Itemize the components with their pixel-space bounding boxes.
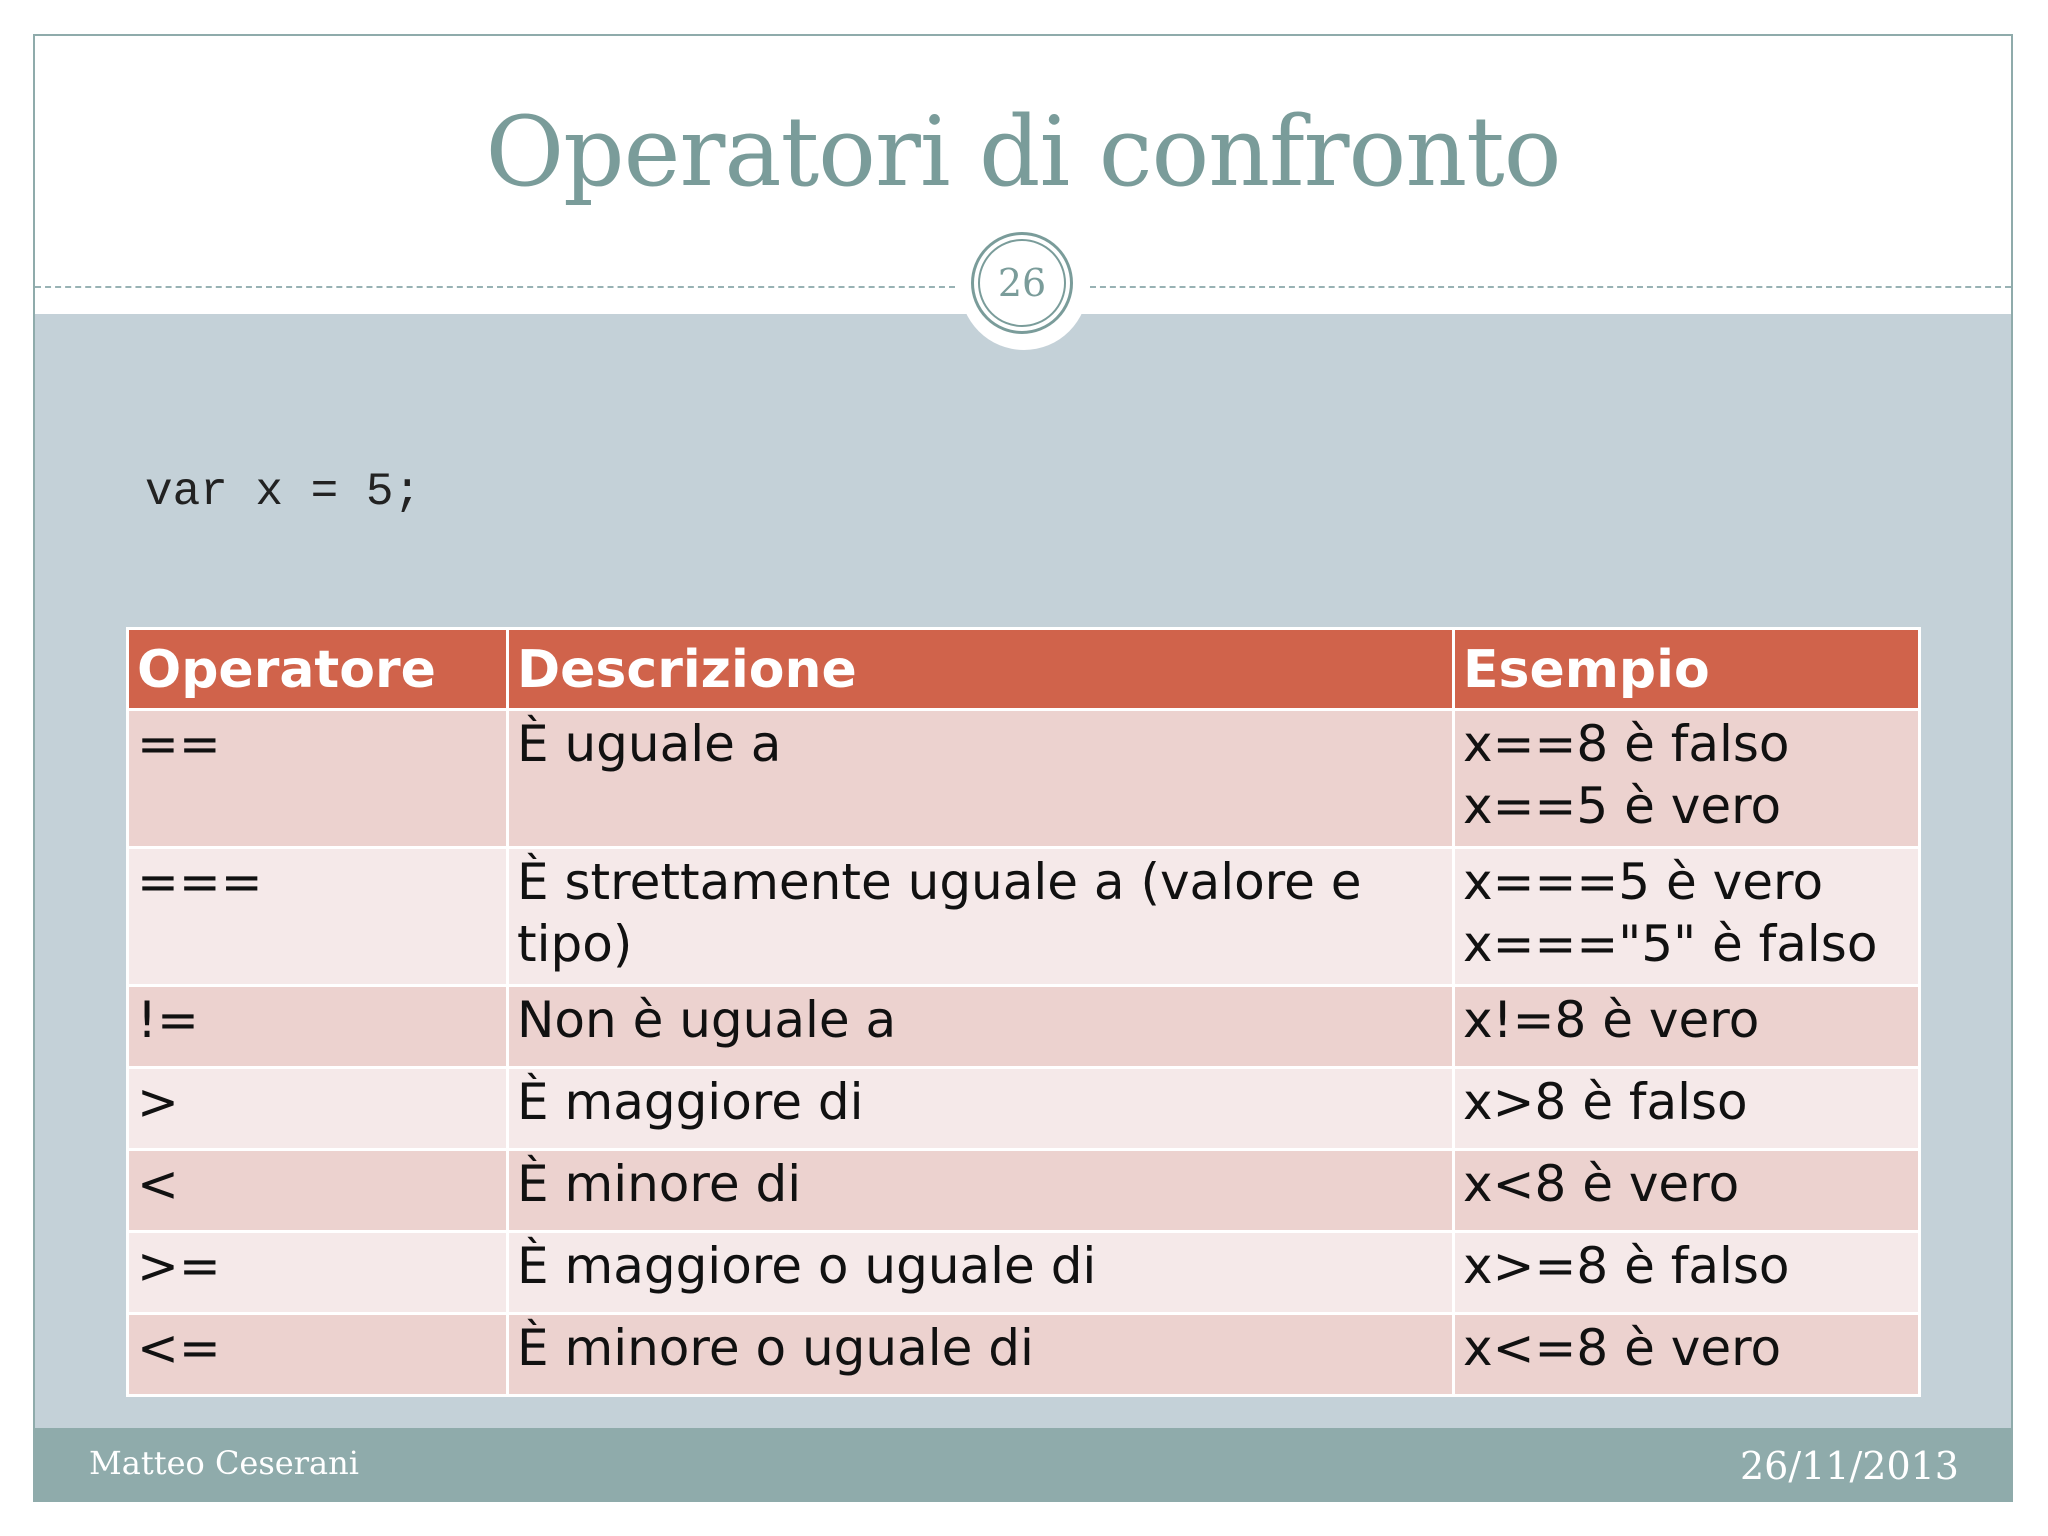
cell-operator: >= (128, 1232, 508, 1314)
cell-example (1454, 1314, 1920, 1396)
table-row (128, 986, 1920, 1068)
example-line: x>8 è falso (1463, 1073, 1748, 1131)
cell-example (1454, 1068, 1920, 1150)
table-row (128, 848, 1920, 986)
table-row (128, 710, 1920, 848)
example-line: x!=8 è vero (1463, 991, 1760, 1049)
cell-description: È maggiore o uguale di (508, 1232, 1454, 1314)
table-row (128, 1232, 1920, 1314)
slide (33, 34, 2013, 1502)
example-line: x==8 è falso (1463, 715, 1790, 773)
cell-operator: === (128, 848, 508, 986)
code-snippet: var x = 5; (145, 466, 422, 518)
cell-description: È maggiore di (508, 1068, 1454, 1150)
example-line: x<8 è vero (1463, 1155, 1740, 1213)
cell-example (1454, 710, 1920, 848)
example-line: x<=8 è vero (1463, 1319, 1782, 1377)
cell-example (1454, 986, 1920, 1068)
table-row (128, 1068, 1920, 1150)
title-divider-left (35, 286, 955, 288)
cell-operator: != (128, 986, 508, 1068)
example-line: x==5 è vero (1463, 777, 1782, 835)
slide-number: 26 (978, 239, 1066, 327)
cell-operator: <= (128, 1314, 508, 1396)
slide-title: Operatori di confronto (485, 96, 1561, 208)
footer-date: 26/11/2013 (1739, 1444, 1959, 1488)
title-divider-right (1090, 286, 2011, 288)
cell-description: È uguale a (508, 710, 1454, 848)
cell-example (1454, 848, 1920, 986)
example-line: x==="5" è falso (1463, 915, 1878, 973)
example-line: x===5 è vero (1463, 853, 1824, 911)
cell-operator: < (128, 1150, 508, 1232)
table-row (128, 1314, 1920, 1396)
table-row (128, 1150, 1920, 1232)
cell-operator: == (128, 710, 508, 848)
header-description: Descrizione (508, 629, 1454, 710)
cell-operator: > (128, 1068, 508, 1150)
cell-example (1454, 1150, 1920, 1232)
footer (35, 1428, 2011, 1500)
example-line: x>=8 è falso (1463, 1237, 1790, 1295)
footer-author: Matteo Ceserani (89, 1444, 359, 1482)
cell-description: È strettamente uguale a (valore e tipo) (508, 848, 1454, 986)
cell-example (1454, 1232, 1920, 1314)
table-header-row (128, 629, 1920, 710)
cell-description: Non è uguale a (508, 986, 1454, 1068)
cell-description: È minore di (508, 1150, 1454, 1232)
cell-description: È minore o uguale di (508, 1314, 1454, 1396)
header-example: Esempio (1454, 629, 1920, 710)
header-operator: Operatore (128, 629, 508, 710)
operators-table (126, 627, 1921, 1397)
